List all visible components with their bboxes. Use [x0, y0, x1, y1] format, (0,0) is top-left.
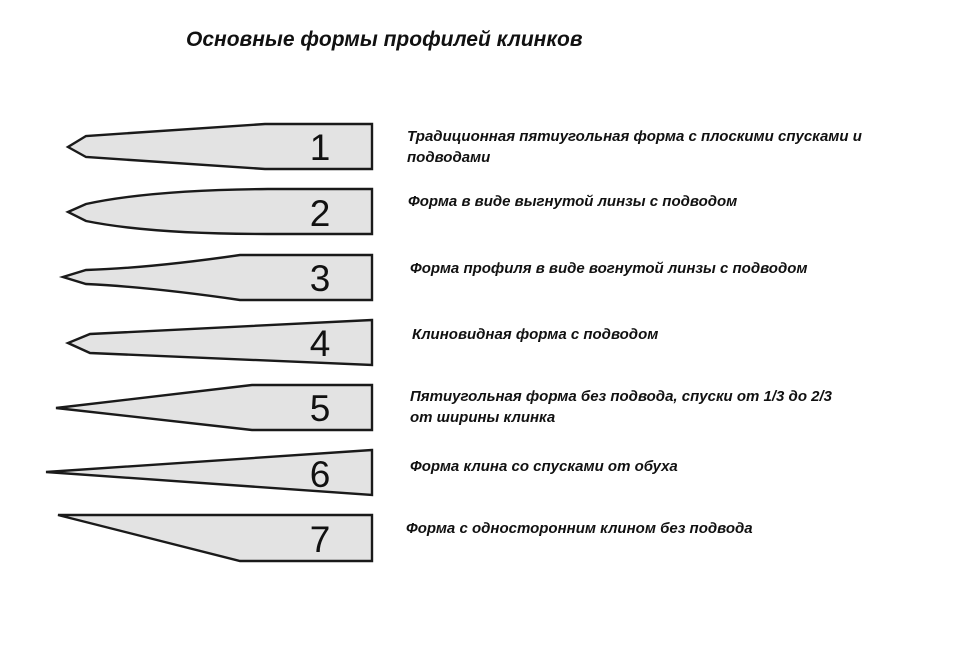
blade-profile-1	[68, 124, 372, 169]
profile-number-7: 7	[309, 519, 331, 560]
blade-profile-2	[68, 189, 372, 234]
profile-number-1: 1	[309, 127, 331, 168]
blade-profile-7	[58, 515, 372, 561]
profile-description-5: Пятиугольная форма без подвода, спуски от 1/3 до 2/3 от ширины клинка	[410, 388, 833, 426]
profile-description-7: Форма с односторонним клином без подвода	[406, 520, 753, 537]
blade-profile-5	[56, 385, 372, 430]
profile-number-4: 4	[309, 323, 331, 364]
diagram-title: Основные формы профилей клинков	[186, 28, 583, 51]
profile-description-2: Форма в виде выгнутой линзы с подводом	[408, 193, 738, 210]
profile-number-5: 5	[309, 388, 331, 429]
blade-profile-3	[63, 255, 372, 300]
profile-description-3: Форма профиля в виде вогнутой линзы с подводом	[410, 260, 808, 277]
profile-number-2: 2	[309, 193, 331, 234]
blade-profile-6	[46, 450, 372, 495]
profile-description-1: Традиционная пятиугольная форма с плоскими спусками и подводами	[407, 128, 862, 166]
profile-number-6: 6	[309, 454, 331, 495]
profile-number-3: 3	[309, 258, 331, 299]
blade-profile-4	[68, 320, 372, 365]
profile-description-6: Форма клина со спусками от обуха	[410, 458, 678, 475]
profile-description-4: Клиновидная форма с подводом	[412, 326, 659, 343]
